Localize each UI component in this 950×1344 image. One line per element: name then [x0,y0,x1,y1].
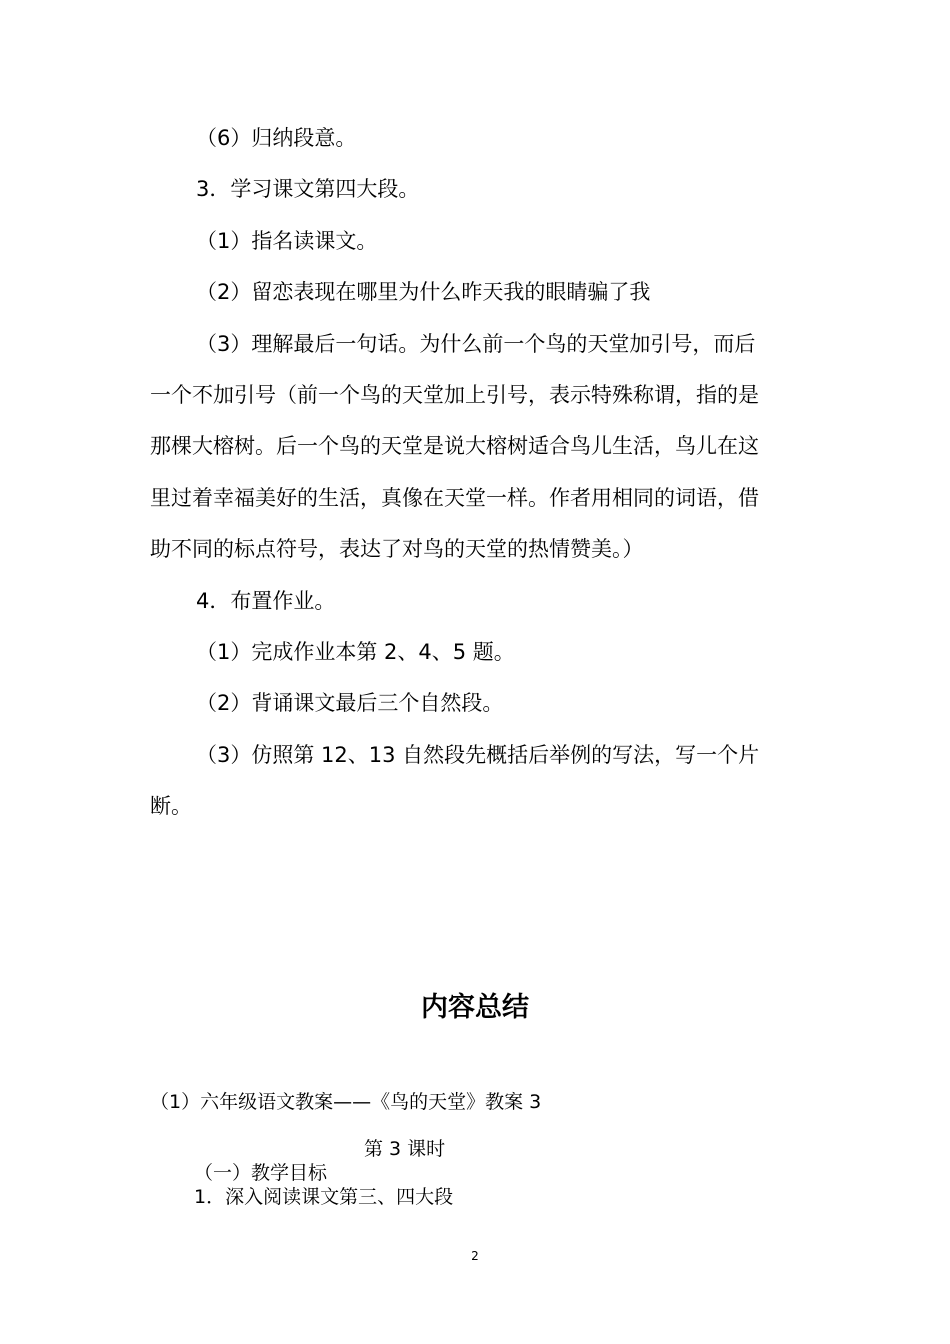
summary-line-4: 1．深入阅读课文第三、四大段 [194,1186,454,1208]
body-line-2: 3．学习课文第四大段。 [196,177,420,201]
body-line-6: 一个不加引号（前一个鸟的天堂加上引号，表示特殊称谓，指的是 [150,383,759,407]
summary-line-2: 第 3 课时 [364,1138,446,1160]
body-line-13: （3）仿照第 12、13 自然段先概括后举例的写法，写一个片 [196,743,760,767]
body-line-11: （1）完成作业本第 2、4、5 题。 [196,640,515,664]
body-line-8: 里过着幸福美好的生活，真像在天堂一样。作者用相同的词语，借 [150,486,759,510]
page-number: 2 [471,1249,479,1263]
body-line-3: （1）指名读课文。 [196,229,378,253]
summary-line-1: （1）六年级语文教案——《鸟的天堂》教案 3 [150,1091,542,1113]
body-line-9: 助不同的标点符号，表达了对鸟的天堂的热情赞美。） [150,537,644,561]
body-line-5: （3）理解最后一句话。为什么前一个鸟的天堂加引号，而后 [196,332,756,356]
summary-line-3: （一）教学目标 [194,1162,328,1184]
body-line-7: 那棵大榕树。后一个鸟的天堂是说大榕树适合鸟儿生活，鸟儿在这 [150,434,759,458]
summary-title: 内容总结 [421,992,529,1023]
body-line-1: （6）归纳段意。 [196,126,357,150]
body-line-10: 4．布置作业。 [196,589,336,613]
body-line-14: 断。 [150,794,192,818]
body-line-4: （2）留恋表现在哪里为什么昨天我的眼睛骗了我 [196,280,651,304]
body-line-12: （2）背诵课文最后三个自然段。 [196,691,504,715]
